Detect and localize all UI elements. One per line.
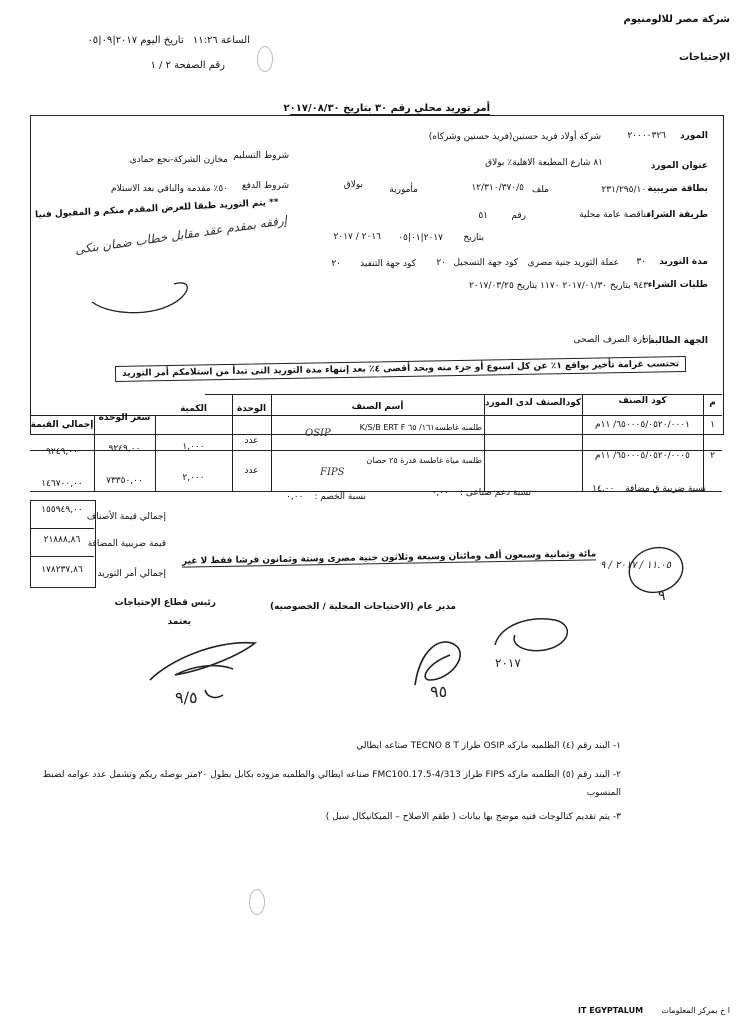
row1-quantity: ١,٠٠٠ [182, 442, 205, 452]
punch-hole-bottom [249, 889, 265, 915]
discount-rate-value: ٠,٠٠ [286, 492, 304, 502]
note-1: ١- البند رقم (٤) الطلمبه ماركه OSIP طراز TECNO 8 T صناعه ايطالي [356, 741, 621, 751]
purchase-requests-value: ٩٤٣ بتاريخ ٢٠١٧/٠١/٣٠ ١١٧٠ بتاريخ ٢٠١٧/٠٣/٢٥ [469, 281, 648, 291]
totals-divider-2 [30, 556, 94, 557]
tax-card-label: بطاقة ضريبية [647, 184, 708, 194]
support-rate [432, 488, 531, 498]
tax-rate [592, 484, 706, 494]
date-label: تاريخ اليوم [140, 35, 184, 46]
page-value: ٢ / ١ [150, 60, 171, 71]
file-value: ١٢/٣١٠/٣٧٠/٥ [471, 183, 524, 193]
time-label: الساعة [220, 35, 250, 46]
handwritten-scribble-mark [82, 262, 202, 322]
penalty-note: تحتسب غرامة تأخير بواقع ١٪ عن كل اسبوع أو جزء منه وبحد أقصى ٤٪ بعد إنتهاء مدة التوريد التى تبدأ من استلامكم أمر التوريد [115, 356, 686, 382]
execution-code-value: ٢٠ [331, 259, 341, 269]
amount-in-words: مائة وثمانية وسبعون ألف ومائتان وسبعة وثلاثون جنية مصرى وستة وثمانون قرشا فقط لا غير [181, 549, 597, 567]
head-signature-sub: يعتمد [167, 617, 191, 627]
address-label: عنوان المورد [650, 161, 708, 171]
date-value: ٢٠١٧|٠٩|٠٥ [87, 35, 138, 46]
note-3: ٣- يتم تقديم كتالوجات فنيه موضح بها بيانات ( طقم الاصلاح – الميكانيكال سيل ) [325, 812, 621, 822]
row1-index: ١ [710, 420, 715, 430]
page-label: رقم الصفحة [174, 60, 225, 71]
execution-code-label: كود جهة التنفيذ [360, 259, 416, 269]
row2-index: ٢ [710, 451, 715, 461]
header-quantity: الكمية [180, 404, 207, 414]
supplier-name: شركة أولاد فريد حسنين(فريد حسنين وشركاه) [428, 132, 601, 142]
col-divider-7 [703, 394, 704, 491]
items-total-label: إجمالي قيمة الأصناف [86, 512, 166, 522]
date-stamp-text: ١١.٠٥ / ٢٠١٧ / ٩ [600, 560, 671, 571]
header-item-code: كود الصنف [618, 396, 667, 406]
payment-terms-value: ٥٠٪ مقدمه والباقي بعد الاستلام [111, 184, 228, 194]
time-block [60, 35, 250, 46]
address-value: ٨١ شارع المطبعة الاهلية٪ بولاق [485, 158, 603, 168]
row2-handwritten-brand: FIPS [320, 467, 345, 478]
row1-item-code: ٦٥٠٠٠٥/٠٥٢٠/٠٠٠١/ ١١م [595, 420, 690, 430]
header-unit: الوحدة [236, 404, 267, 414]
svg-text:٩٥: ٩٥ [430, 682, 448, 701]
date-value-2: ٢٠١٧|٠١|٠٥ [398, 233, 443, 243]
totals-divider-1 [30, 528, 94, 529]
row2-unit-price: ٧٣٣٥٠,٠٠ [106, 476, 143, 486]
row2-item-name: طلمبة مياة غاطسة قدرة ٢٥ حصان [366, 456, 482, 465]
order-title: أمر توريد محلي رقم ٣٠ بتاريخ ٢٠١٧/٠٨/٣٠ [283, 103, 490, 114]
support-rate-value: ٠,٠٠ [431, 488, 450, 498]
footer-credit: ا خ بمركز المعلومات [661, 1006, 730, 1015]
delivery-terms-value: مخازن الشركة-نجع حمادى [129, 155, 228, 165]
table-top-border [205, 394, 722, 395]
order-total-value: ١٧٨٢٣٧,٨٦ [41, 565, 83, 575]
support-rate-label: نسبة دعم صناعى : [459, 488, 531, 498]
vat-label: قيمة ضريبية المضافة [87, 539, 166, 549]
office-value: بولاق [343, 180, 363, 190]
header-item-name: أسم الصنف [351, 402, 404, 412]
supply-period-label: مدة التوريد [659, 257, 708, 267]
offer-note: ** يتم التوريد طبقا للعرض المقدم منكم و المقبول فنيا [35, 197, 280, 221]
svg-text:٢٠١٧: ٢٠١٧ [495, 656, 521, 670]
header-unit-price: سعر الوحدة [98, 413, 151, 423]
head-signature-scribble [145, 625, 265, 705]
number-value: ٥١ [478, 211, 488, 221]
date-stamp-circle [618, 540, 698, 610]
row2-quantity: ٢,٠٠٠ [182, 473, 205, 483]
discount-rate-label: نسبة الخصم : [314, 492, 366, 502]
row1-unit-price: ٩٢٤٩,٠٠ [108, 444, 141, 454]
office-label: مأمورية [389, 185, 418, 195]
file-label: ملف [531, 185, 549, 195]
number-label: رقم [511, 211, 526, 221]
reviewer-signature-scribble [485, 605, 595, 675]
row1-item-name: طلمبه غاطسه١٦١/ ٦٥ K/S/B ERT F [359, 423, 482, 432]
head-signature-label: رئيس قطاع الإحتياجات [114, 598, 216, 608]
currency-label: عملة التوريد [573, 258, 619, 268]
vat-value: ٢١٨٨٨,٨٦ [43, 535, 81, 545]
row2-unit: عدد [244, 466, 259, 476]
company-name: شركة مصر للالومنيوم [623, 14, 730, 25]
footer-system: IT EGYPTALUM [578, 1006, 644, 1015]
row1-unit: عدد [244, 436, 259, 446]
tax-card-value: ٢٣١/٢٩٥/١٠٠ [601, 185, 651, 195]
tax-rate-value: ١٤,٠٠ [592, 484, 615, 494]
header-index: م [709, 398, 716, 408]
time-value: ١١:٢٦ [192, 35, 218, 46]
header-total: إجمالي القيمة [30, 420, 94, 430]
requesting-dept-label: الجهة الطالبة : [642, 336, 708, 346]
order-total-label: إجمالي أمر التوريد [97, 569, 166, 579]
col-divider-5 [484, 394, 485, 491]
row2-item-code: ٦٥٠٠٠٥/٠٥٢٠/٠٠٠٥/ ١١م [595, 451, 690, 461]
payment-terms-label: شروط الدفع [241, 181, 289, 191]
fiscal-year-value: ٢٠١٦ / ٢٠١٧ [333, 232, 381, 242]
requesting-dept-value: إدارة الصرف الصحى [573, 335, 651, 345]
delivery-terms-label: شروط التسليم [233, 151, 289, 161]
punch-hole-top [257, 46, 273, 72]
header-supplier-code: كودالصنف لدى المورد [484, 398, 582, 408]
registration-code-value: ٢٠ [436, 258, 446, 268]
row1-total: ٩٢٤٩,٠٠ [46, 447, 78, 457]
row1-handwritten-brand: OSIP [305, 428, 331, 439]
purchase-requests-label: طلبات الشراء [647, 280, 708, 290]
note-2: ٢- البند رقم (٥) الطلمبه ماركه FIPS طراز FMC100.17.5-4/313 صناعه ايطالي والطلمبه مزوده بكابل بطول ٢٠متر بوصله ريكم وتشمل عدد عوامه لضبط المنسوب [42, 770, 621, 798]
supplier-code: ٢٠٠٠٠٣٢٦ [627, 131, 666, 141]
tax-rate-label: نسبة ضريبة ق مضافة [625, 484, 706, 494]
col-divider-6 [582, 394, 583, 491]
items-total-value: ١٥٥٩٤٩,٠٠ [41, 505, 83, 515]
registration-code-label: كود جهة التسجيل [453, 258, 518, 268]
supplier-label: المورد [680, 131, 708, 141]
row2-total: ١٤٦٧٠٠,٠٠ [41, 479, 83, 489]
purchase-method-value: مناقصة عامة محلية [579, 210, 651, 220]
currency-value: جنية مصرى [527, 258, 571, 268]
purchase-method-label: طريقة الشراء [646, 210, 708, 220]
svg-text:٩: ٩ [658, 588, 666, 604]
date-label-2: بتاريخ [463, 233, 484, 243]
handwritten-guarantee-note: إرفقه بمقدم عقد مقابل خطاب ضمان بنكى [74, 213, 288, 257]
department-name: الإحتياجات [678, 52, 730, 63]
discount-rate [286, 492, 366, 502]
manager-signature-label: مدير عام (الاحتياجات المحلية / الخصوصيه) [269, 602, 456, 612]
page-number-block [60, 60, 225, 71]
supply-period-value: ٣٠ [636, 257, 646, 267]
svg-text:٩/٥: ٩/٥ [175, 688, 198, 707]
